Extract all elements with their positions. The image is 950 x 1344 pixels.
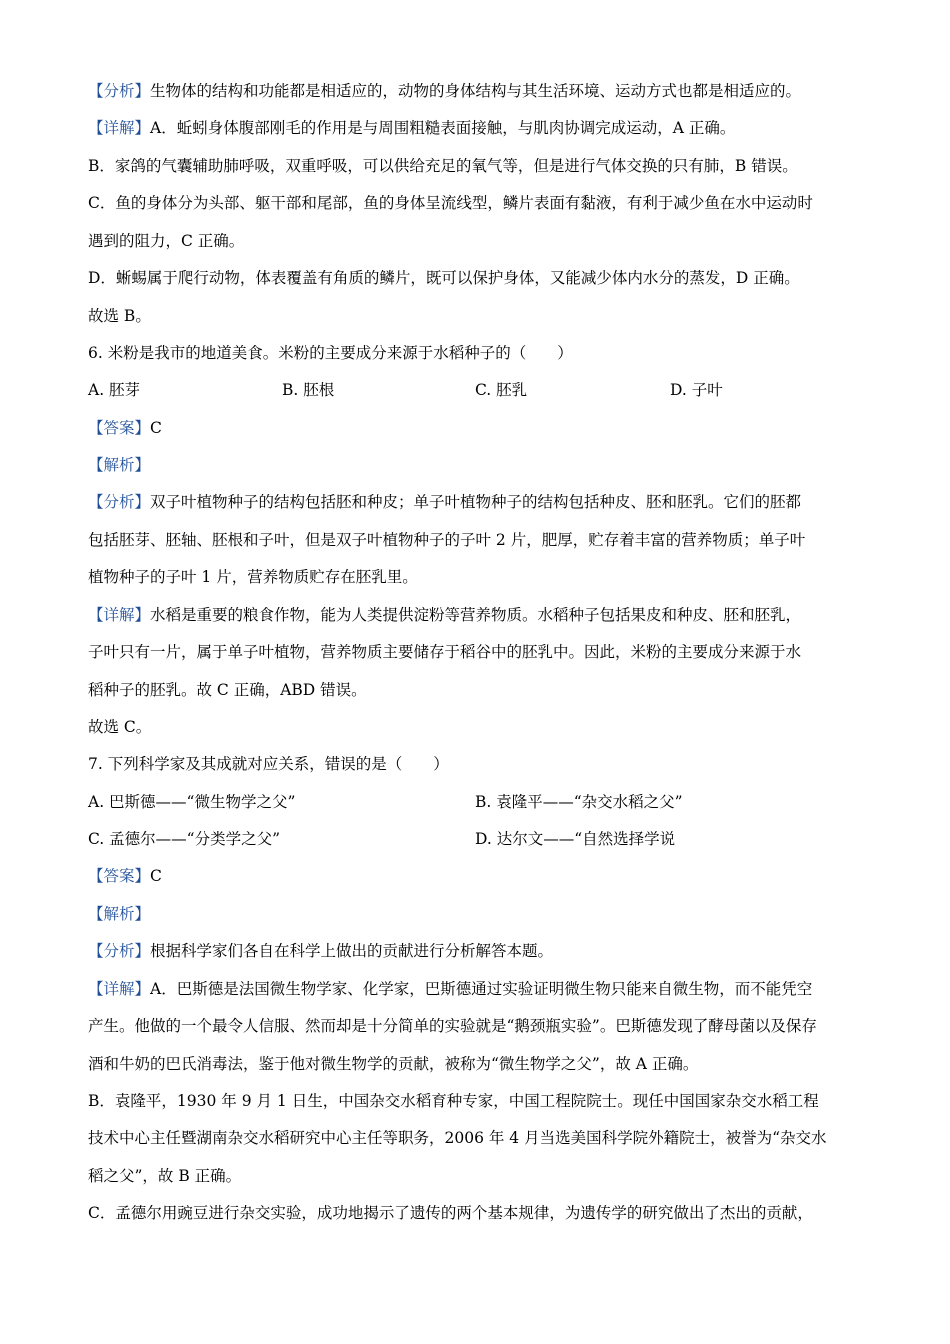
detail-line: D．蜥蜴属于爬行动物，体表覆盖有角质的鳞片，既可以保护身体，又能减少体内水分的蒸发，D 正确。 [88, 269, 800, 287]
detail-line: B．袁隆平，1930 年 9 月 1 日生，中国杂交水稻育种专家，中国工程院院士。现任中国国家杂交水稻工程 [88, 1092, 819, 1110]
detail-line [88, 979, 812, 999]
detail-line: C．鱼的身体分为头部、躯干部和尾部，鱼的身体呈流线型，鳞片表面有黏液，有利于减少鱼在水中运动时 [88, 194, 813, 212]
analysis-line: 植物种子的子叶 1 片，营养物质贮存在胚乳里。 [88, 568, 418, 586]
detail-line: 酒和牛奶的巴氏消毒法，鉴于他对微生物学的贡献，被称为“微生物学之父”，故 A 正确。 [88, 1055, 699, 1073]
option-a: A. 巴斯德——“微生物学之父” [88, 793, 296, 811]
detail-line: 子叶只有一片，属于单子叶植物，营养物质主要储存于稻谷中的胚乳中。因此，米粉的主要成分来源于水 [88, 643, 802, 661]
detail-line: 稻种子的胚乳。故 C 正确，ABD 错误。 [88, 681, 367, 699]
answer-tag: 【答案】 [88, 419, 151, 437]
detail-line: 产生。他做的一个最令人信服、然而却是十分简单的实验就是“鹅颈瓶实验”。巴斯德发现了酵母菌以及保存 [88, 1017, 817, 1035]
question-stem: 7. 下列科学家及其成就对应关系，错误的是（ ） [88, 755, 449, 773]
analysis-text: 双子叶植物种子的结构包括胚和种皮；单子叶植物种子的结构包括种皮、胚和胚乳。它们的胚都 [150, 493, 802, 511]
detail-line: 技术中心主任暨湖南杂交水稻研究中心主任等职务，2006 年 4 月当选美国科学院外籍院士，被誉为“杂交水 [88, 1129, 827, 1147]
option-b: B. 袁隆平——“杂交水稻之父” [475, 793, 683, 811]
detail-line [88, 118, 735, 138]
analysis-tag: 【分析】 [88, 82, 151, 100]
option-d: D. 子叶 [670, 381, 723, 399]
detail-line [88, 605, 801, 625]
jiexi-tag: 【解析】 [88, 456, 151, 474]
choose-line: 故选 C。 [88, 718, 152, 736]
answer-value: C [150, 419, 162, 437]
analysis-line: 包括胚芽、胚轴、胚根和子叶，但是双子叶植物种子的子叶 2 片，肥厚，贮存着丰富的营养物质；单子叶 [88, 531, 806, 549]
option-a: A. 胚芽 [88, 381, 141, 399]
detail-line: C．孟德尔用豌豆进行杂交实验，成功地揭示了遗传的两个基本规律，为遗传学的研究做出了杰出的贡献， [88, 1204, 813, 1222]
detail-tag: 【详解】 [88, 980, 151, 998]
analysis-text: 根据科学家们各自在科学上做出的贡献进行分析解答本题。 [150, 942, 554, 960]
detail-tag: 【详解】 [88, 119, 151, 137]
analysis-line [88, 941, 553, 961]
option-c: C. 孟德尔——“分类学之父” [88, 830, 281, 848]
jiexi-tag: 【解析】 [88, 905, 151, 923]
option-b: B. 胚根 [282, 381, 335, 399]
option-c: C. 胚乳 [475, 381, 528, 399]
detail-line: 遇到的阻力，C 正确。 [88, 232, 245, 250]
detail-text: A．蚯蚓身体腹部刚毛的作用是与周围粗糙表面接触，与肌肉协调完成运动，A 正确。 [150, 119, 736, 137]
detail-line: 稻之父”，故 B 正确。 [88, 1167, 242, 1185]
answer-tag: 【答案】 [88, 867, 151, 885]
detail-text: 水稻是重要的粮食作物，能为人类提供淀粉等营养物质。水稻种子包括果皮和种皮、胚和胚乳， [150, 606, 802, 624]
analysis-tag: 【分析】 [88, 493, 151, 511]
analysis-line [88, 81, 801, 101]
detail-tag: 【详解】 [88, 606, 151, 624]
answer-value: C [150, 867, 162, 885]
detail-line: B．家鸽的气囊辅助肺呼吸，双重呼吸，可以供给充足的氧气等，但是进行气体交换的只有肺，B 错误。 [88, 157, 798, 175]
question-stem: 6. 米粉是我市的地道美食。米粉的主要成分来源于水稻种子的（ ） [88, 344, 573, 362]
detail-text: A．巴斯德是法国微生物学家、化学家，巴斯德通过实验证明微生物只能来自微生物，而不能凭空 [150, 980, 813, 998]
choose-line: 故选 B。 [88, 307, 151, 325]
answer-line [88, 866, 162, 886]
analysis-tag: 【分析】 [88, 942, 151, 960]
analysis-line [88, 492, 801, 512]
analysis-text: 生物体的结构和功能都是相适应的，动物的身体结构与其生活环境、运动方式也都是相适应的。 [150, 82, 802, 100]
answer-line [88, 418, 162, 438]
option-d: D. 达尔文——“自然选择学说 [475, 830, 676, 848]
